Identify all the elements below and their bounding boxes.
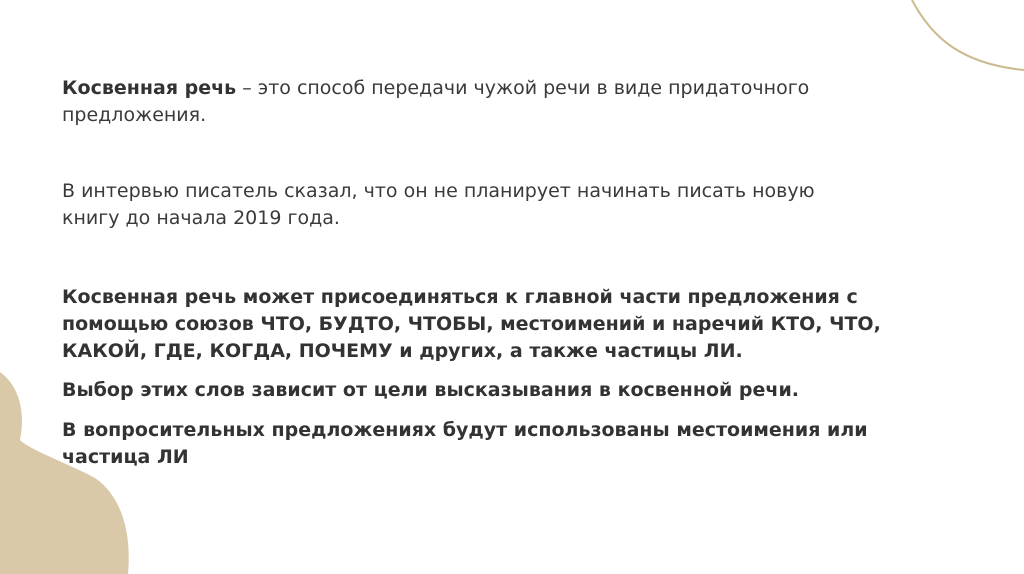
definition-paragraph [62, 75, 809, 129]
rule-line-2: помощью союзов ЧТО, БУДТО, ЧТОБЫ, местоимений и наречий КТО, ЧТО, [62, 313, 881, 335]
definition-line-1 [62, 75, 809, 102]
rule-paragraph [62, 284, 881, 365]
definition-term: Косвенная речь [62, 77, 237, 99]
definition-text: – это способ передачи чужой речи в виде придаточного [236, 77, 810, 99]
corner-curve-line [912, 0, 1024, 70]
questions-paragraph [62, 417, 868, 471]
rule-line-3: КАКОЙ, ГДЕ, КОГДА, ПОЧЕМУ и других, а также частицы ЛИ. [62, 340, 743, 362]
example-paragraph [62, 178, 815, 232]
questions-line-1: В вопросительных предложениях будут использованы местоимения или [62, 419, 868, 441]
questions-line-2: частица ЛИ [62, 446, 189, 468]
example-line-1: В интервью писатель сказал, что он не планирует начинать писать новую [62, 180, 815, 202]
example-line-2: книгу до начала 2019 года. [62, 207, 340, 229]
definition-line-2: предложения. [62, 104, 207, 126]
choice-paragraph [62, 377, 799, 404]
choice-line-1: Выбор этих слов зависит от цели высказывания в косвенной речи. [62, 379, 799, 401]
rule-line-1: Косвенная речь может присоединяться к главной части предложения с [62, 286, 858, 308]
